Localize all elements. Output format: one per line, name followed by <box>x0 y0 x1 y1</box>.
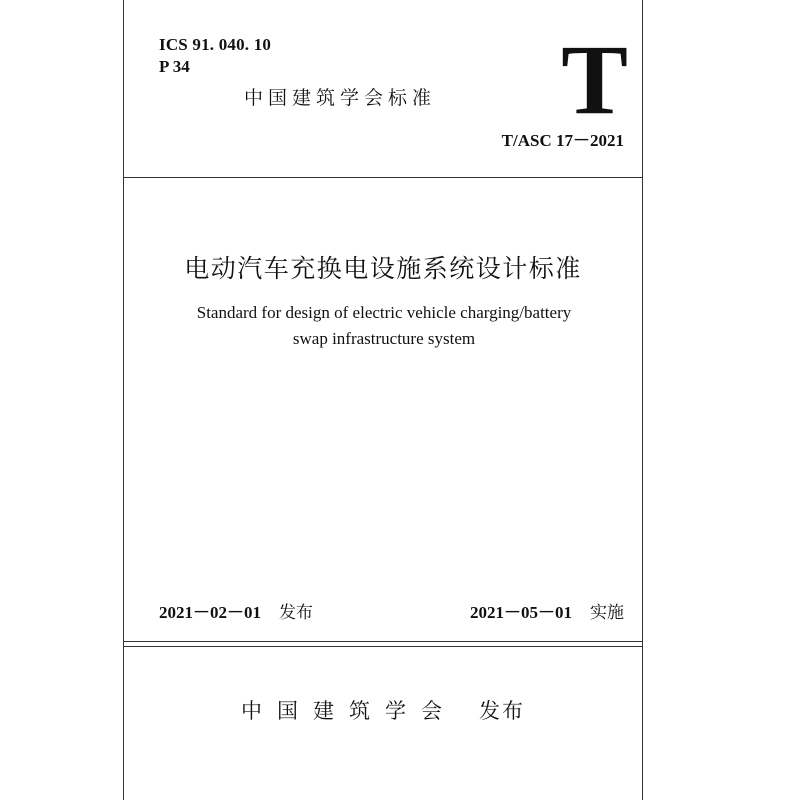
footer-divider-top <box>124 641 642 642</box>
title-chinese: 电动汽车充换电设施系统设计标准 <box>184 256 582 283</box>
title-english-line-1: Standard for design of electric vehicle charging/battery <box>196 303 572 322</box>
effective-date-block <box>470 601 624 625</box>
publish-label: 发布 <box>479 699 525 723</box>
issue-date: 2021－02－01 <box>159 603 261 622</box>
publisher-block <box>124 696 642 726</box>
title-english-line-2: swap infrastructure system <box>292 329 476 348</box>
publisher-name: 中国建筑学会 <box>241 699 457 723</box>
header-divider <box>124 177 642 178</box>
ccs-code: P 34 <box>159 57 190 76</box>
ics-code: ICS 91. 040. 10 <box>159 35 272 54</box>
issue-date-block <box>159 601 313 625</box>
title-english <box>144 300 624 352</box>
effective-date: 2021－05－01 <box>470 603 572 622</box>
standard-type-mark: T <box>561 24 628 135</box>
organization-standard-label: 中国建筑学会标准 <box>244 87 437 109</box>
standard-code: T/ASC 17－2021 <box>501 131 624 150</box>
effective-label: 实施 <box>590 603 624 622</box>
issue-label: 发布 <box>279 603 313 622</box>
footer-divider-bottom <box>124 646 642 647</box>
standard-cover <box>123 0 643 800</box>
